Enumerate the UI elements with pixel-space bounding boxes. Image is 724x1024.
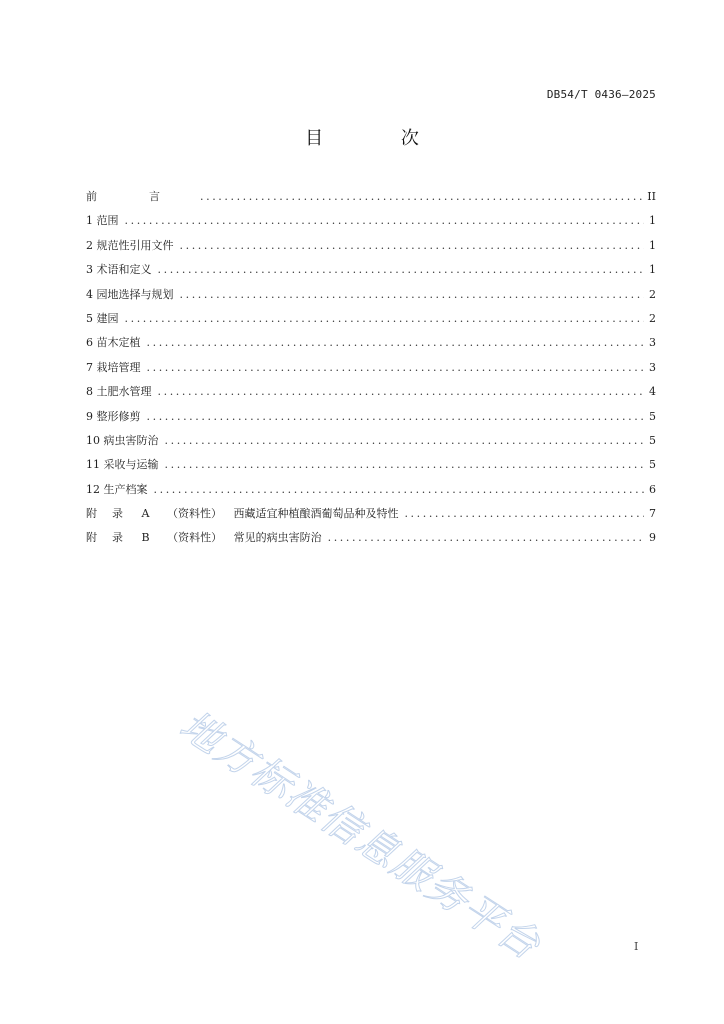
toc-entry[interactable] (86, 212, 656, 236)
toc-entry-label: 1 范围 (86, 214, 119, 228)
toc-entry[interactable] (86, 334, 656, 358)
toc-leader-dots (200, 190, 643, 203)
appendix-title: 西藏适宜种植酿酒葡萄品种及特性 (233, 507, 399, 521)
toc-preface-first-char: 前 (86, 190, 97, 203)
toc-preface-second-char: 言 (149, 190, 160, 203)
toc-entry-label: 9 整形修剪 (86, 409, 141, 423)
toc-entry-page: 3 (649, 360, 656, 374)
toc-entry-page: 2 (649, 311, 656, 325)
toc-leader-dots (180, 239, 645, 252)
appendix-type: （资料性） (167, 531, 223, 545)
watermark: 地方标准信息服务平台 (171, 702, 549, 970)
toc-entry[interactable] (86, 310, 656, 334)
toc-entry[interactable] (86, 432, 656, 456)
toc-entry-page: 3 (649, 336, 656, 350)
toc-leader-dots (147, 410, 645, 423)
toc-entry-label (86, 188, 196, 204)
toc-leader-dots (404, 507, 644, 520)
toc-entry-page: 4 (649, 385, 656, 399)
appendix-letter: A (141, 507, 150, 521)
appendix-type: （资料性） (166, 507, 222, 521)
toc-leader-dots (125, 312, 645, 325)
toc-entry-label: 7 栽培管理 (86, 360, 141, 374)
toc-leader-dots (125, 214, 645, 227)
toc-entry-page: 6 (649, 482, 656, 496)
toc-leader-dots (328, 531, 644, 544)
toc-entry-appendix-b[interactable] (86, 529, 656, 553)
toc-leader-dots (147, 361, 645, 374)
toc-entry-page: II (647, 190, 656, 203)
toc-entry-label (86, 505, 400, 521)
toc-entry-page: 5 (649, 433, 656, 447)
toc-leader-dots (158, 263, 645, 276)
toc-entry-label: 4 园地选择与规划 (86, 287, 174, 301)
toc-entry[interactable] (86, 481, 656, 505)
toc-leader-dots (154, 483, 645, 496)
standard-code: DB54/T 0436—2025 (546, 88, 656, 101)
toc-entry-page: 1 (649, 214, 656, 228)
toc-entry-label: 2 规范性引用文件 (86, 238, 174, 252)
toc-entry-preface[interactable] (86, 188, 656, 212)
page-title: 目 次 (305, 128, 455, 149)
toc-entry-page: 1 (649, 263, 656, 277)
toc-entry[interactable] (86, 286, 656, 310)
appendix-letter: B (141, 531, 150, 545)
toc-leader-dots (158, 385, 645, 398)
toc-entry-page: 7 (649, 507, 656, 521)
page-number: I (634, 940, 639, 953)
toc-entry-label: 10 病虫害防治 (86, 433, 159, 447)
toc-entry-page: 5 (649, 409, 656, 423)
toc-entry[interactable] (86, 359, 656, 383)
toc-entry-label: 5 建园 (86, 311, 119, 325)
toc-entry-label: 6 苗木定植 (86, 336, 141, 350)
toc-entry-page: 5 (649, 458, 656, 472)
toc-entry-appendix-a[interactable] (86, 505, 656, 529)
appendix-prefix: 附录 (86, 507, 138, 521)
toc-leader-dots (180, 288, 645, 301)
toc-leader-dots (165, 458, 645, 471)
toc-entry-label (86, 529, 324, 545)
appendix-prefix: 附录 (86, 531, 138, 545)
toc-entry-label: 11 采收与运输 (86, 458, 159, 472)
toc-entry-page: 2 (649, 287, 656, 301)
appendix-title: 常见的病虫害防治 (233, 531, 322, 545)
toc-entry[interactable] (86, 408, 656, 432)
toc-leader-dots (165, 434, 645, 447)
toc-entry-page: 9 (649, 531, 656, 545)
toc-entry-label: 3 术语和定义 (86, 263, 152, 277)
toc-leader-dots (147, 336, 645, 349)
toc-entry-label: 8 土肥水管理 (86, 385, 152, 399)
toc-entry[interactable] (86, 456, 656, 480)
toc-entry[interactable] (86, 261, 656, 285)
toc-entry[interactable] (86, 383, 656, 407)
toc-entry[interactable] (86, 237, 656, 261)
toc-entry-label: 12 生产档案 (86, 482, 148, 496)
toc-entry-page: 1 (649, 238, 656, 252)
table-of-contents (86, 188, 656, 554)
